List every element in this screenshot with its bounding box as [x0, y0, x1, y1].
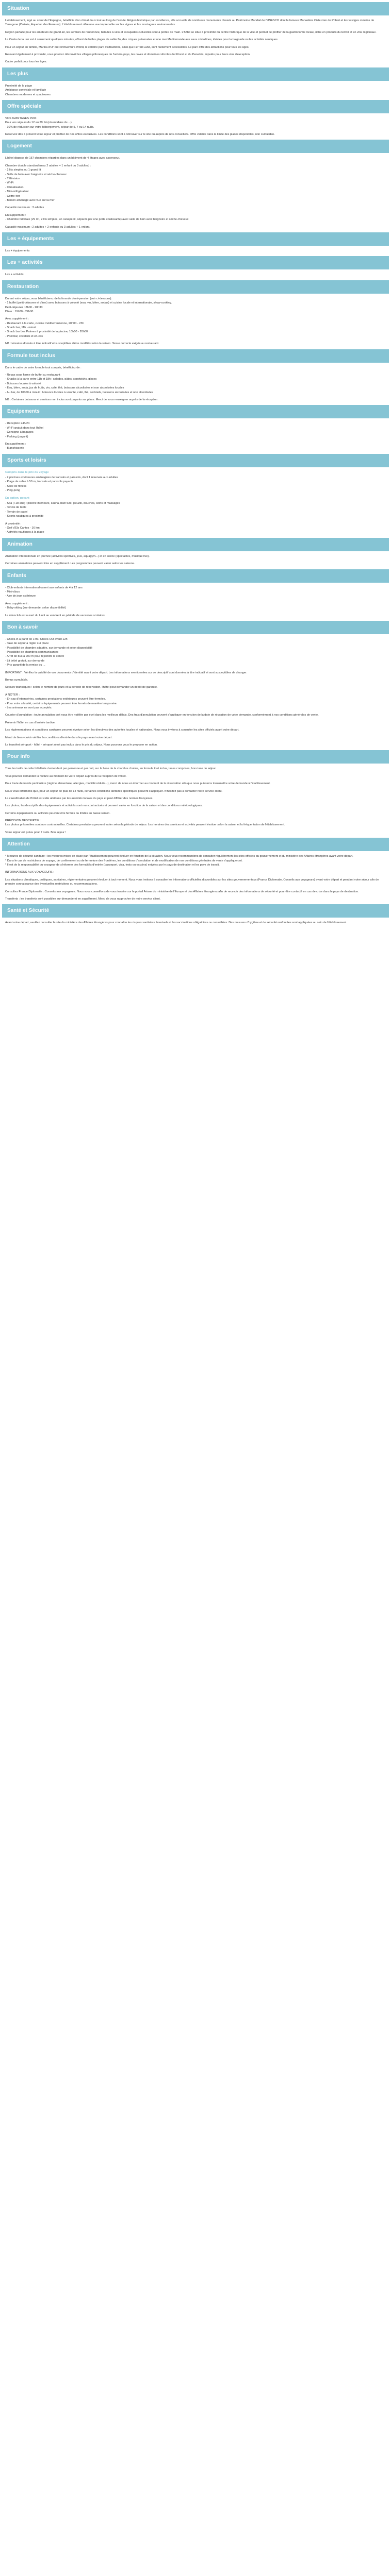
list-item: - Lit bébé gratuit, sur demande [5, 659, 45, 663]
section-title: Pour info [2, 750, 389, 764]
paragraph: Bonus cumulable. [5, 679, 28, 682]
paragraph: Région parfaite pour les amateurs de grand air, les sentiers de randonnée, balades à vélo et escapades culturelles sont à portée de main. L'hôtel se situe à proximité du centre historique de la ville et permet de profiter de la gastronomie locale, riche en produits du terroir et en vins régionaux. [5, 30, 377, 34]
section-restauration [2, 280, 389, 346]
paragraph: Courrier d'annulation : toute annulation doit nous être notifiée par écrit dans les meilleurs délais. Des frais d'annulation peuvent s'appliquer en fonction de la date de réception de votre demande, conformément à nos conditions générales de vente. [5, 714, 319, 717]
list [5, 373, 386, 395]
paragraph: Séjours touristiques : selon le nombre de jours et la période de réservation, l'hôtel peut demander un dépôt de garantie. [5, 686, 158, 689]
section-bon-a-savoir [2, 621, 389, 747]
list [5, 421, 386, 439]
list-item: Proximité de la plage [5, 84, 32, 88]
paragraph: Certains équipements ou activités peuvent être fermés ou limités en basse saison. [5, 811, 110, 815]
list-item: - Boissons locales à volonté [5, 382, 41, 385]
section-equipements [2, 405, 389, 450]
section-animation [2, 538, 389, 566]
list-item: - Club enfants international ouvert aux enfants de 4 à 12 ans [5, 586, 83, 589]
section-offre-speciale [2, 100, 389, 137]
paragraph: IMPORTANT : Vérifiez la validité de vos documents d'identité avant votre départ. Les informations mentionnées sur ce descriptif sont données à titre indicatif et sont susceptibles de changer. [5, 671, 248, 674]
list-item: - Check-in à partir de 14h / Check-Out avant 12h [5, 637, 68, 641]
list-item: - Sports nautiques à proximité [5, 515, 44, 518]
list-item: Chambres modernes et spacieuses [5, 93, 51, 96]
paragraph: Transferts : les transferts sont possibles sur demande et en supplément. Merci de vous rapprocher de notre service client. [5, 897, 161, 901]
section-situation [2, 2, 389, 64]
paragraph: Nous vous informons que, pour un séjour de plus de 14 nuits, certaines conditions tarifaires spécifiques peuvent s'appliquer. N'hésitez pas à contacter notre service client. [5, 789, 222, 793]
paragraph: Relevant également à proximité, vous pourrez découvrir les villages pittoresques de l'arrière-pays, les caves et domaines viticoles du Priorat et du Penedès, réputés pour leurs vins d'exception. [5, 53, 251, 56]
list-item: - Aire de jeux extérieure [5, 595, 36, 598]
section-title: Sports et loisirs [2, 454, 389, 467]
paragraph: VOS AVANTAGES PRIX Pour vos séjours du 12 au 29 14 (réservables du ...) - 10% de réduction sur votre hébergement, séjour de 5, 7 ou 14 nuits. [5, 116, 94, 129]
section-les-plus [2, 67, 389, 97]
paragraph: Le transfert aéroport - hôtel - aéroport n'est pas inclus dans le prix du séjour. Nous pouvons vous le proposer en option. [5, 743, 158, 747]
list-item: - Parking (payant) [5, 435, 28, 438]
list-item: - Mini-disco [5, 590, 20, 594]
section-title: Bon à savoir [2, 621, 389, 634]
section-formule-tout-inclus [2, 349, 389, 402]
paragraph: Pour toute demande particulière (régime alimentaire, allergies, mobilité réduite...), merci de nous en informer au moment de la réservation afin que nous puissions transmettre votre demande à l'établissement. [5, 782, 271, 786]
paragraph: En supplément : - Chambre familiale (29 m², 2 lits simples, un canapé-lit, séparés par une porte coulissante) avec salle de bain avec baignoire et sèche-cheveux [5, 213, 189, 222]
section-title: Logement [2, 140, 389, 153]
paragraph: Les + équipements [5, 249, 30, 252]
section-title: Les plus [2, 67, 389, 81]
paragraph: INFORMATIONS AUX VOYAGEURS : [5, 871, 54, 874]
list [5, 586, 386, 599]
section-title: Equipements [2, 405, 389, 418]
section-enfants [2, 569, 389, 618]
paragraph: Chambre double standard (max 2 adultes + 1 enfant ou 3 adultes) : - 2 lits simples ou 1 grand lit - Salle de bain avec baignoire et sèche-cheveux - Télévision - Wi-Fi - Climatisation - Mini-réfrigérateur - Coffre-fort - Balcon aménagé avec vue sur la mer [5, 164, 91, 202]
list-item: - Prix garanti de la remise du ... [5, 664, 45, 667]
section-attention [2, 838, 389, 901]
paragraph: Capacité maximum : 2 adultes + 2 enfants ou 3 adultes + 1 enfant. [5, 225, 90, 229]
list-item: - Snacks à la carte entre 11h et 18h : salades, pâtes, sandwichs, glaces [5, 378, 97, 381]
page [0, 0, 391, 934]
section-title: Enfants [2, 569, 389, 583]
list [5, 501, 386, 519]
paragraph: Tous les tarifs de cette hôtellerie s'entendent par personne et par nuit, sur la base de la chambre choisie, en formule tout inclus, taxes comprises, hors taxe de séjour. [5, 767, 217, 771]
subheading: Compris dans le prix du voyage [5, 470, 49, 474]
section-pour-info [2, 750, 389, 835]
section-logement [2, 140, 389, 229]
list-item: - Wi-Fi gratuit dans tout l'hôtel [5, 426, 44, 430]
section-title: Situation [2, 2, 389, 15]
paragraph: Animation internationale en journée (activités sportives, jeux, aquagym...) et en soirée (spectacles, musique live). [5, 554, 150, 558]
paragraph: Votre séjour est prévu pour 7 nuits. Bon séjour ! [5, 831, 67, 834]
paragraph: Consultez France Diplomatie : Conseils aux voyageurs. Nous vous conseillons de vous inscrire sur le portail Ariane du ministère de l'Europe et des Affaires étrangères afin de recevoir des informations de sécurité et pour être contacté en cas de crise dans le pays de destination. [5, 890, 359, 893]
paragraph: Le mini-club est ouvert du lundi au vendredi en période de vacances scolaires. [5, 614, 106, 617]
paragraph: Les photos, les descriptifs des équipements et activités sont non contractuels et peuvent varier en fonction de la saison et des conditions météorologiques. [5, 804, 203, 808]
paragraph: Avec supplément : - Restaurant à la carte, cuisine méditerranéenne, 20h00 - 23h - Snack bar, 11h - minuit - Snack bar Les Palmes à proximité de la piscine, 10h00 - 20h00 - Pool bar, cocktails et en-cas [5, 317, 88, 338]
list [5, 84, 386, 97]
section-title: Santé et Sécurité [2, 904, 389, 918]
paragraph: Pour un séjour en famille, Marina d'Or ou PortAventura World, le célèbre parc d'attractions, ainsi que Ferrari Land, sont facilement accessibles. Le parc offre des attractions pour tous les âges. [5, 45, 250, 49]
paragraph: Certaines animations peuvent être en supplément. Les programmes peuvent varier selon les saisons. [5, 562, 135, 566]
section-title: Restauration [2, 280, 389, 294]
section-title: Formule tout inclus [2, 349, 389, 363]
list-item: - Taxe de séjour à régler sur place [5, 642, 49, 646]
paragraph: Avant votre départ, veuillez consulter le site du ministère des Affaires étrangères pour connaître les risques sanitaires éventuels et les vaccinations obligatoires ou conseillées. Des mesures d'hygiène et de sécurité renforcées sont appliquées au sein de l'établissement. [5, 921, 347, 925]
list [5, 637, 386, 668]
paragraph: Durant votre séjour, vous bénéficierez de la formule demi-pension (voir ci-dessous). - 1 buffet (petit-déjeuner et dîner) avec boissons à volonté (eau, vin, bière, sodas) et cuisine locale et internationale, show-cooking. Petit-déjeuner : 8h00 - 10h30 Dîner : 19h30 - 22h00 [5, 297, 172, 313]
section-title: Offre spéciale [2, 100, 389, 113]
list-item: - Repas sous forme de buffet au restaurant [5, 374, 60, 377]
paragraph: Les + activités [5, 273, 24, 277]
list-item: - Possibilité de chambres communicantes [5, 651, 59, 654]
paragraph: À NOTER : - En cas d'intempéries, certaines prestations extérieures peuvent être fermées. - Pour votre sécurité, certains équipements peuvent être fermés de manière temporaire. - Les animaux ne sont pas acceptés. [5, 693, 118, 709]
subheading: En option, payant [5, 496, 29, 500]
section-title: Attention [2, 838, 389, 851]
section-sante-securite [2, 904, 389, 925]
paragraph: La Costa de la Luz est à seulement quelques minutes, offrant de belles plages de sable fin, des criques préservées et une mer Méditerranée aux eaux cristallines, idéales pour la baignade ou les activités nautiques. [5, 38, 279, 42]
section-title: Animation [2, 538, 389, 551]
section-sports-loisirs [2, 454, 389, 535]
paragraph: L'hôtel dispose de 157 chambres réparties dans un bâtiment de 4 étages avec ascenseur. [5, 157, 120, 160]
list-item: - Plage de sable à 50 m, transats et parasols payants [5, 480, 74, 484]
list-item: - Salle de fitness [5, 484, 27, 488]
list [5, 476, 386, 493]
list-item: - 2 piscines extérieures aménagées de transats et parasols, dont 1 réservée aux adultes [5, 476, 118, 480]
section-title: Les + équipements [2, 232, 389, 246]
list-item: - Consigne à bagages [5, 431, 34, 434]
paragraph: Les réglementations et conditions sanitaires peuvent évoluer selon les directives des autorités locales et nationales. Nous vous invitons à consulter les sites officiels avant votre départ. [5, 728, 239, 732]
list-item: - Eau, bière, soda, jus de fruits, vin, café, thé, boissons alcoolisées et non alcoolisées locales [5, 386, 124, 390]
list-item: - Spa (+18 ans) : piscine intérieure, sauna, bain turc, jacuzzi, douches, soins et massages [5, 502, 120, 505]
paragraph: Dans le cadre de votre formule tout compris, bénéficiez de : [5, 366, 82, 369]
paragraph: La classification de l'hôtel est celle attribuée par les autorités locales du pays et peut différer des normes françaises. [5, 796, 154, 800]
list-item: - Ping-pong [5, 489, 20, 493]
paragraph: * Mesures de sécurité sanitaire : les mesures mises en place par l'établissement peuvent évoluer en fonction de la situation. Nous vous recommandons de consulter régulièrement les sites officiels du gouvernement et du ministère des Affaires étrangères avant votre départ. * Dans le cas de restrictions de voyage, de confinement ou de fermeture des frontières, les conditions d'annulation et de modification de nos conditions générales de vente s'appliqueront. * Il est de la responsabilité du voyageur de s'informer des formalités d'entrée (passeport, visa, tests ou vaccins) exigées par le pays de destination et les pays de transit. [5, 855, 353, 867]
paragraph: À proximité : - Golf d'Els Cantos - 16 km - Activités nautiques à la plage [5, 522, 44, 534]
list-item: - Réception 24h/24 [5, 422, 30, 426]
paragraph: Merci de bien vouloir vérifier les conditions d'entrée dans le pays avant votre départ. [5, 736, 113, 739]
section-equipements-plus [2, 232, 389, 253]
section-activites-plus [2, 256, 389, 277]
paragraph: Capacité maximum : 3 adultes [5, 206, 44, 210]
paragraph: Avec supplément : - Baby-sitting (sur demande, selon disponibilité) [5, 602, 66, 610]
paragraph: Vous pourrez demander la facture au moment de votre départ auprès de la réception de l'hôtel. [5, 774, 127, 778]
section-title: Les + activités [2, 256, 389, 269]
paragraph: Réservez dès à présent votre séjour et profitez de nos offres exclusives. Les conditions sont à retrouver sur le site ou auprès de nos conseillers. Offre valable dans la limite des places disponibles, non cumulable. [5, 133, 275, 137]
paragraph: Les situations climatiques, politiques, sanitaires, réglementaires peuvent évoluer à tout moment. Nous vous invitons à consulter les informations officielles disponibles sur les sites gouvernementaux (France Diplomatie, Conseils aux voyageurs) avant votre départ et pendant votre séjour afin de prendre connaissance des éventuelles restrictions ou recommandations. [5, 878, 379, 886]
paragraph: NB : Certaines boissons et services non inclus sont payants sur place. Merci de vous renseigner auprès de la réception. [5, 398, 158, 401]
paragraph: En supplément : - Blanchisserie [5, 442, 26, 450]
paragraph: L'établissement, logé au cœur de l'Espagne, bénéficie d'un climat doux tout au long de l'année. Région historique par excellence, elle accueille de nombreux monuments classés au Patrimoine Mondial de l'UNESCO dont le fameux Monastère Cistercien de Poblet et les vestiges romains de Tarragone (Colisée, Aqueduc des Ferreres). L'établissement offre une vue imprenable sur les vignes et les montagnes environnantes. [5, 19, 374, 27]
list-item: - Possibilité de chambre adaptée, sur demande et selon disponibilité [5, 646, 93, 650]
list-item: - Terrain de padel [5, 510, 28, 514]
list-item: - Tennis de table [5, 506, 26, 510]
paragraph: NB : Horaires donnés à titre indicatif et susceptibles d'être modifiés selon la saison. Tenue correcte exigée au restaurant. [5, 342, 159, 346]
list-item: Ambiance conviviale et familiale [5, 89, 46, 92]
list-item: - Arrêt de bus à 200 m pour rejoindre le centre [5, 655, 64, 658]
paragraph: Cadre parfait pour tous les âges. [5, 60, 47, 64]
paragraph: Prévenir l'hôtel en cas d'arrivée tardive. [5, 721, 56, 724]
paragraph: PRÉCISION DESCRIPTIF : Les photos présentées sont non contractuelles. Certaines prestations peuvent varier selon la période de séjour. Les horaires des services et activités peuvent évoluer selon la saison et la fréquentation de l'établissement. [5, 819, 285, 827]
list-item: - Au bar, de 10h00 à minuit : boissons locales à volonté, café, thé, cocktails, boissons alcoolisées et non alcoolisées [5, 391, 153, 394]
